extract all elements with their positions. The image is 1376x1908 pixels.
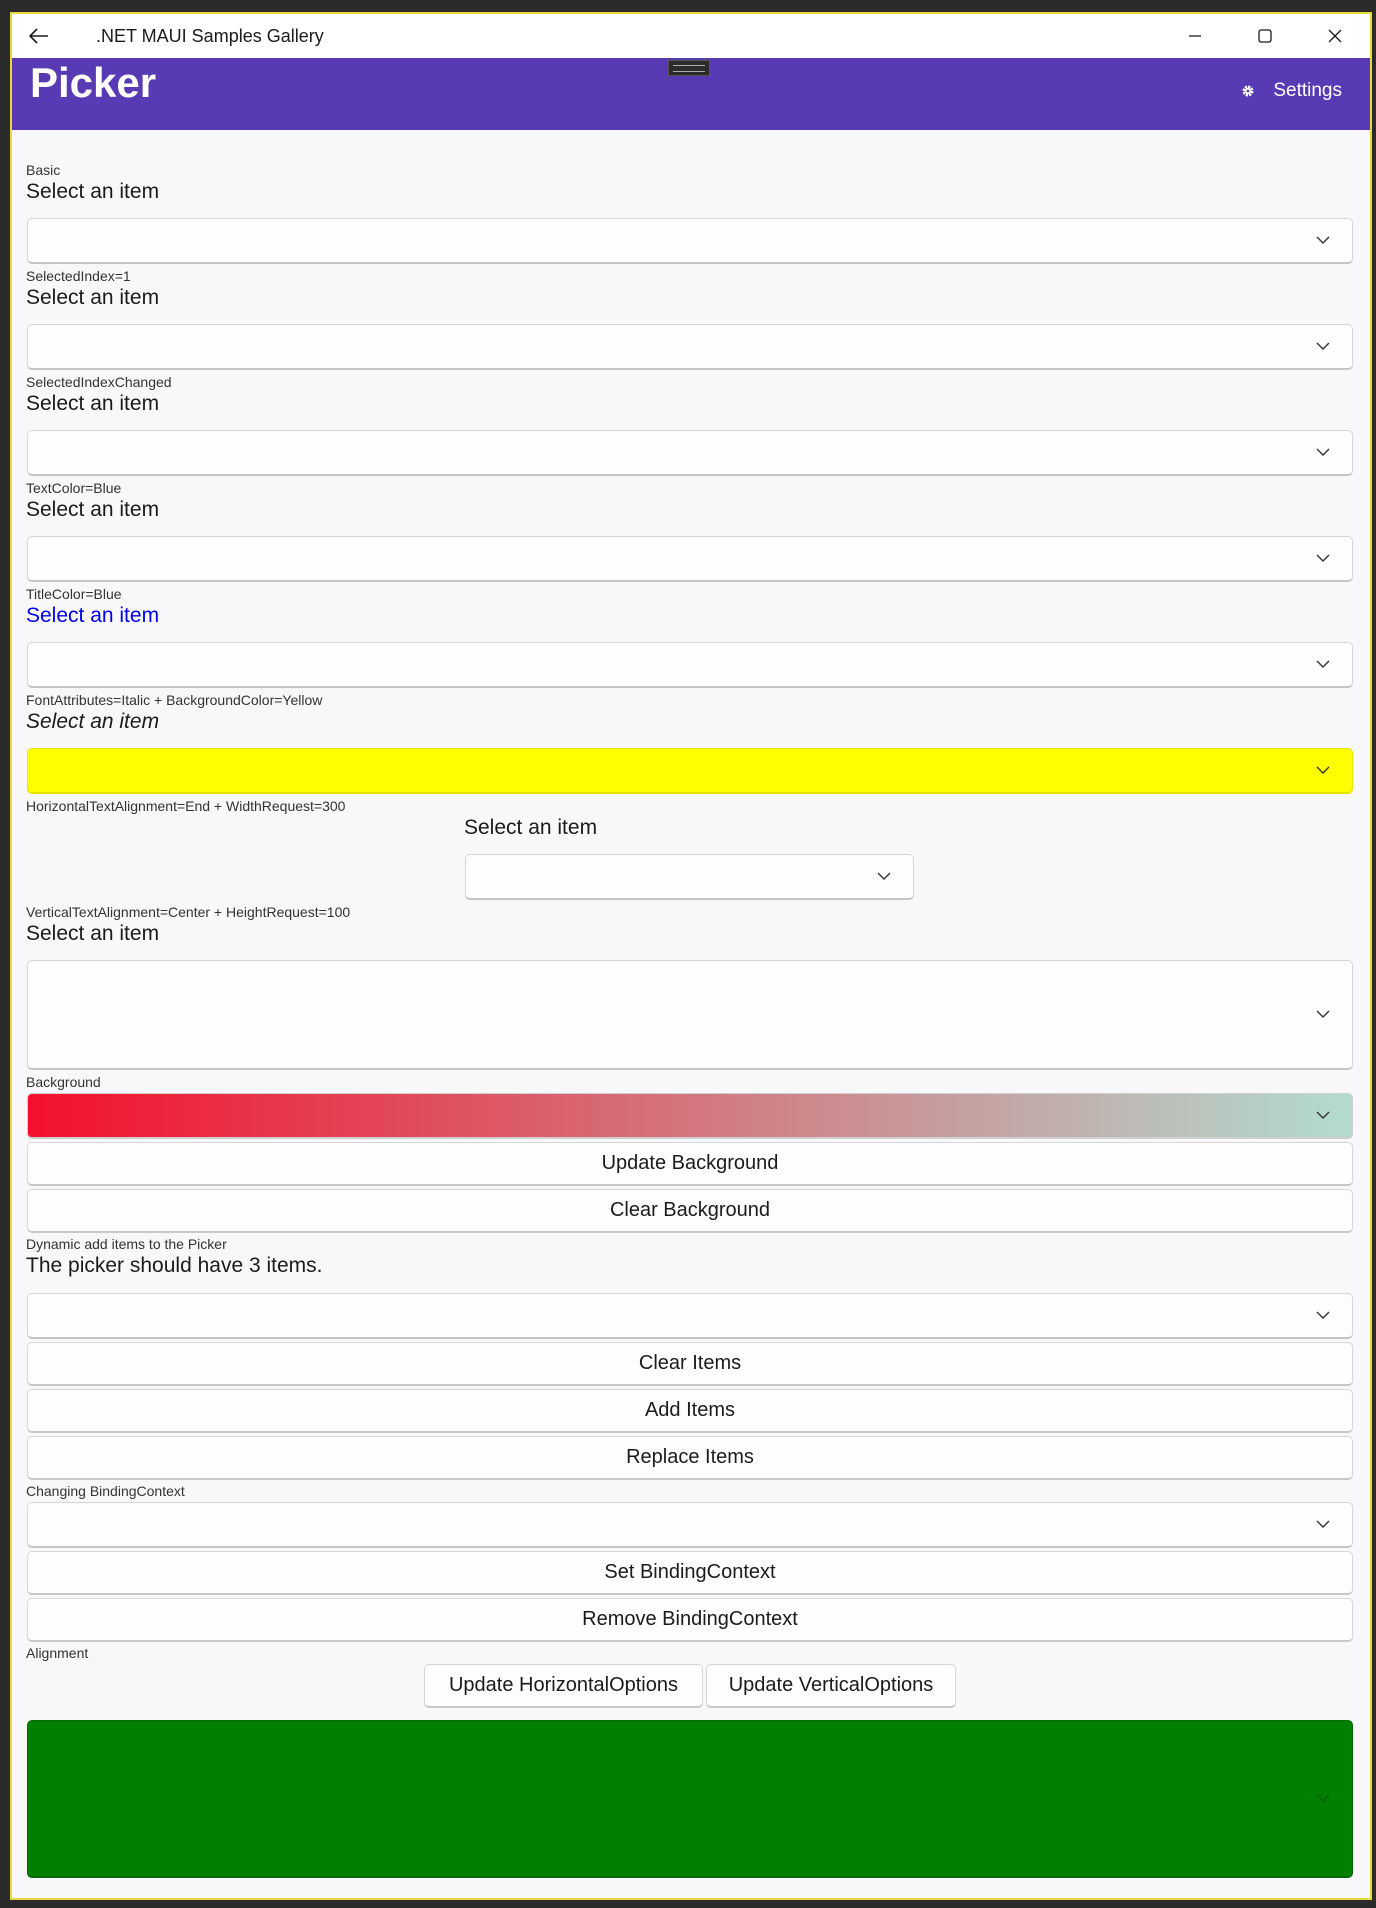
page-header — [12, 58, 1370, 130]
section-caption-binding-context: Changing BindingContext — [26, 1483, 185, 1499]
replace-items-button[interactable]: Replace Items — [27, 1436, 1353, 1480]
section-caption-text-color: TextColor=Blue — [26, 480, 122, 496]
section-caption-title-color: TitleColor=Blue — [26, 586, 122, 602]
chevron-down-icon — [1316, 1520, 1330, 1529]
section-caption-alignment: Alignment — [26, 1645, 89, 1661]
chevron-down-icon — [1316, 342, 1330, 351]
dynamic-title: The picker should have 3 items. — [26, 1254, 323, 1277]
title-bar — [12, 14, 1370, 58]
picker-title-title-color: Select an item — [26, 604, 160, 627]
arrow-left-icon — [29, 28, 49, 44]
remove-binding-context-button[interactable]: Remove BindingContext — [27, 1598, 1353, 1642]
close-button[interactable] — [1300, 14, 1370, 58]
chevron-down-icon — [1316, 554, 1330, 563]
picker-binding-context[interactable] — [27, 1502, 1353, 1548]
picker-basic[interactable] — [27, 218, 1353, 264]
picker-title-color[interactable] — [27, 642, 1353, 688]
chevron-down-icon — [1316, 1010, 1330, 1019]
picker-selected-index[interactable] — [27, 324, 1353, 370]
page-content — [12, 130, 1370, 1898]
update-horizontal-options-button[interactable]: Update HorizontalOptions — [424, 1664, 703, 1708]
picker-alignment[interactable] — [27, 1720, 1353, 1878]
maximize-button[interactable] — [1230, 14, 1300, 58]
update-background-button[interactable]: Update Background — [27, 1142, 1353, 1186]
maximize-icon — [1258, 29, 1272, 43]
drag-handle[interactable] — [668, 60, 710, 76]
section-caption-selected-index-changed: SelectedIndexChanged — [26, 374, 172, 390]
picker-title-text-color: Select an item — [26, 498, 160, 521]
clear-items-button[interactable]: Clear Items — [27, 1342, 1353, 1386]
picker-selected-index-changed[interactable] — [27, 430, 1353, 476]
back-button[interactable] — [12, 14, 66, 58]
chevron-down-icon — [1316, 766, 1330, 775]
section-caption-basic: Basic — [26, 162, 61, 178]
minimize-button[interactable] — [1160, 14, 1230, 58]
set-binding-context-button[interactable]: Set BindingContext — [27, 1551, 1353, 1595]
picker-horizontal-alignment[interactable] — [465, 854, 914, 900]
picker-title-font-attributes: Select an item — [26, 710, 160, 733]
picker-text-color[interactable] — [27, 536, 1353, 582]
add-items-button[interactable]: Add Items — [27, 1389, 1353, 1433]
app-title: .NET MAUI Samples Gallery — [96, 25, 324, 46]
chevron-down-icon — [1316, 448, 1330, 457]
section-caption-background: Background — [26, 1074, 101, 1090]
settings-label: Settings — [1273, 80, 1342, 101]
close-icon — [1328, 29, 1342, 43]
minimize-icon — [1188, 29, 1202, 43]
chevron-down-icon — [877, 872, 891, 881]
picker-title-horizontal-alignment: Select an item — [464, 816, 598, 839]
section-caption-vertical-alignment: VerticalTextAlignment=Center + HeightRequest=100 — [26, 904, 351, 920]
window-controls — [1160, 14, 1370, 58]
section-caption-horizontal-alignment: HorizontalTextAlignment=End + WidthRequest=300 — [26, 798, 346, 814]
section-caption-dynamic: Dynamic add items to the Picker — [26, 1236, 227, 1252]
chevron-down-icon — [1316, 660, 1330, 669]
gear-icon — [1241, 84, 1255, 98]
chevron-down-icon — [1316, 1311, 1330, 1320]
clear-background-button[interactable]: Clear Background — [27, 1189, 1353, 1233]
chevron-down-icon — [1316, 1111, 1330, 1120]
picker-title-vertical-alignment: Select an item — [26, 922, 160, 945]
picker-background[interactable] — [27, 1093, 1353, 1139]
picker-dynamic[interactable] — [27, 1293, 1353, 1339]
app-window — [10, 12, 1372, 1900]
picker-title-selected-index-changed: Select an item — [26, 392, 160, 415]
section-caption-selected-index: SelectedIndex=1 — [26, 268, 131, 284]
picker-title-selected-index: Select an item — [26, 286, 160, 309]
page-title: Picker — [30, 59, 157, 106]
section-caption-font-attributes: FontAttributes=Italic + BackgroundColor=Yellow — [26, 692, 323, 708]
picker-title-basic: Select an item — [26, 180, 160, 203]
update-vertical-options-button[interactable]: Update VerticalOptions — [706, 1664, 956, 1708]
chevron-down-icon — [1316, 1794, 1330, 1803]
chevron-down-icon — [1316, 236, 1330, 245]
settings-button[interactable] — [1241, 80, 1342, 102]
picker-font-attributes[interactable] — [27, 748, 1353, 794]
picker-vertical-alignment[interactable] — [27, 960, 1353, 1070]
